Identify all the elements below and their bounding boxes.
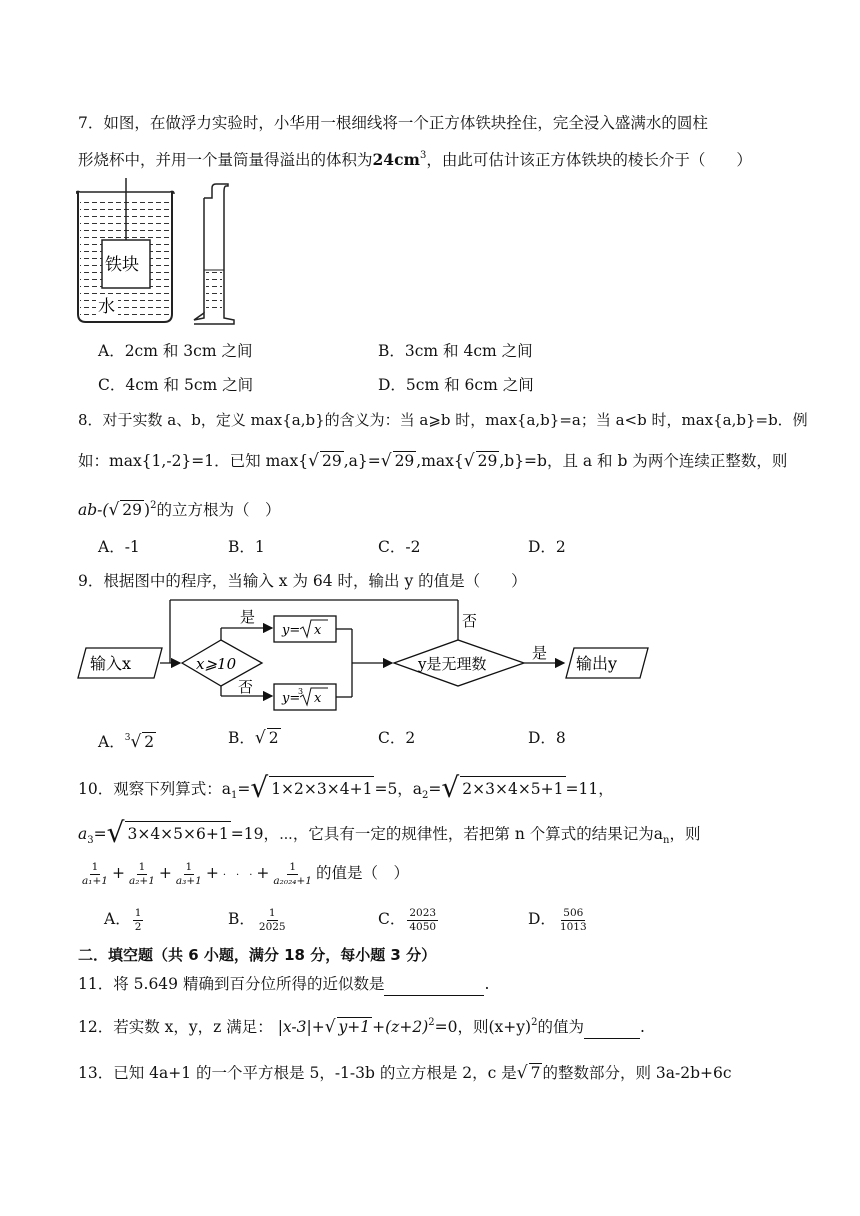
q9-no2-label: 否: [462, 612, 478, 630]
q9-box-sqrt-var: x: [314, 623, 322, 638]
q10-line-1: 10．观察下列算式：$a_1=√$ 1×2×3×4+1 =5，$a_2=√$ 2×3×4×5+1 =11，: [78, 771, 614, 804]
q10-radicand-1: 1×2×3×4+1: [269, 776, 374, 801]
q10-sub-n: n: [662, 835, 670, 846]
q9-input-label: 输入x: [90, 654, 132, 673]
q7-line-1: 7．如图，在做浮力实验时，小华用一根细线将一个正方体铁块拴住，完全浸入盛满水的圆柱: [78, 114, 708, 132]
q13-line: 13．已知 4a+1 的一个平方根是 5，-1-3b 的立方根是 2，c 是√ 7 的整数部分，则 3a-2b+6c: [78, 1063, 732, 1083]
q10-tail: 的值是（ ）: [315, 864, 409, 882]
q12-radicand: y+1: [338, 1018, 371, 1036]
q10-radicand-3: 3×4×5×6+1: [125, 821, 230, 846]
q9-box-cbrt-label: y=: [282, 691, 301, 706]
q9-yes1-label: 是: [240, 608, 256, 626]
q9-option-a-index: 3: [124, 733, 131, 743]
q12-answer-blank[interactable]: [584, 1016, 640, 1039]
q7-volume-sup: 3: [419, 150, 427, 161]
q8-sqrt-29-d: 29: [122, 501, 143, 519]
q10-frac-3: $\frac{1}{\text{a₃+1}}$: [175, 860, 202, 887]
q9-option-a-label: A．: [98, 733, 125, 751]
q10-line-3: $\frac{1}{\text{a₁+1}}$ + $\frac{1}{\text{a₂+1}}$ + $\frac{1}{\text{a₃+1}}$ + · · · + $\frac{1}{\text{a₂₀₂₄+1}}$ 的值是（ ）: [82, 860, 409, 887]
q7-option-a[interactable]: A．2cm 和 3cm 之间: [98, 342, 253, 360]
q10-sub-1: 1: [230, 790, 238, 801]
q8-line-1: 8．对于实数 a、b，定义 max{a,b}的含义为：当 a⩾b 时，max{a,b}=a；当 a<b 时，max{a,b}=b．例: [78, 411, 808, 429]
q10-res-2: =11，: [565, 780, 614, 798]
q8-expr-b: ): [144, 501, 151, 519]
q8-option-b[interactable]: B．1: [228, 538, 265, 556]
q8-text-b: ,a}=: [343, 452, 381, 470]
q13-text-b: 的整数部分，则 3a-2b+6c: [542, 1064, 732, 1082]
q12-sup-2: 2: [531, 1017, 538, 1028]
q7-option-c[interactable]: C．4cm 和 5cm 之间: [98, 376, 254, 394]
q7-option-b[interactable]: B．3cm 和 4cm 之间: [378, 342, 533, 360]
q9-option-b[interactable]: B．√ 2: [228, 728, 279, 748]
q9-box-cbrt-var: x: [314, 691, 322, 706]
q9-box-sqrt-label: y=: [282, 623, 301, 638]
q8-text-a: 如：max{1,-2}=1．已知 max{: [78, 452, 309, 470]
q7-fig-block-label: 铁块: [105, 255, 139, 275]
q11-line: [78, 973, 489, 996]
q10-text-c: ，则: [669, 825, 701, 843]
q7-volume: 24cm: [372, 150, 420, 169]
q8-text-c: ,max{: [416, 452, 464, 470]
q10-option-a[interactable]: A． $\frac{1}{2}$: [104, 906, 142, 933]
q9-option-c[interactable]: C．2: [378, 729, 416, 747]
section-2-heading: 二．填空题（共 6 小题，满分 18 分，每小题 3 分）: [78, 946, 437, 964]
q11-text: 11．将 5.649 精确到百分位所得的近似数是: [78, 975, 385, 993]
q12-end: .: [639, 1018, 645, 1036]
q10-option-b[interactable]: B． $\frac{1}{2025}$: [228, 906, 286, 933]
q9-box-cbrt-index: 3: [298, 687, 304, 696]
q8-expr-sup: 2: [150, 500, 157, 511]
q10-frac-4: $\frac{1}{\text{a₂₀₂₄+1}}$: [273, 860, 312, 887]
q10-sub-3: 3: [87, 835, 94, 846]
q9-cond2-label: y是无理数: [418, 655, 487, 673]
q9-line-1: 9．根据图中的程序，当输入 x 为 64 时，输出 y 的值是（ ）: [78, 572, 527, 590]
q8-sqrt-29-c: 29: [477, 452, 498, 470]
q8-sqrt-29-b: 29: [394, 452, 415, 470]
q11-end: .: [484, 975, 490, 993]
q11-answer-blank[interactable]: [384, 973, 484, 996]
q8-line-3: ab-(√ 29 )$^2$的立方根为（ ）: [78, 500, 281, 520]
q10-frac-2: $\frac{1}{\text{a₂+1}}$: [128, 860, 155, 887]
q9-cond1-label: x⩾10: [196, 655, 237, 673]
q12-text-e: 的值为: [537, 1018, 584, 1036]
q8-option-d[interactable]: D．2: [528, 538, 566, 556]
q10-option-c[interactable]: C． $\frac{2023}{4050}$: [378, 906, 437, 933]
q8-sqrt-29-a: 29: [321, 452, 342, 470]
q7-beaker-figure: [76, 178, 246, 328]
q9-option-a-radicand: 2: [144, 733, 155, 751]
q9-output-label: 输出y: [576, 654, 618, 673]
q7-option-d[interactable]: D．5cm 和 6cm 之间: [378, 376, 534, 394]
q10-text-a3: a: [78, 825, 88, 843]
q7-line-2: [78, 145, 752, 171]
q7-fig-water-label: 水: [98, 297, 115, 317]
q8-option-c[interactable]: C．-2: [378, 538, 421, 556]
q9-option-b-radicand: 2: [268, 729, 279, 747]
q10-sub-2: 2: [422, 790, 429, 801]
q12-text-a: 12．若实数 x，y，z 满足：: [78, 1018, 273, 1036]
q12-sup-1: 2: [428, 1017, 435, 1028]
q10-line-2: $a_3=√$ 3×4×5×6+1 =19，⋯，它具有一定的规律性，若把第 n 个算式的结果记为$a_n$，则: [78, 816, 701, 849]
q9-no1-label: 否: [238, 678, 254, 696]
q8-expr-a: ab-(: [78, 501, 109, 519]
q12-expr-b: |x-3|+: [277, 1018, 325, 1036]
q9-yes2-label: 是: [532, 644, 548, 662]
q12-line: 12．若实数 x，y，z 满足： |x-3|+√ $y+1 +(z+2)^2=0$，则$(x+y)^2$的值为 .: [78, 1017, 645, 1037]
q10-radicand-2: 2×3×4×5+1: [460, 776, 565, 801]
q12-expr-d: =0，则(x+y): [434, 1018, 532, 1036]
q9-option-a[interactable]: A．$^3$√ 2: [98, 732, 155, 752]
q8-text-d: ,b}=b，且 a 和 b 为两个连续正整数，则: [499, 452, 788, 470]
q10-text-a: 10．观察下列算式：a: [78, 780, 231, 798]
q7-text-b: ，由此可估计该正方体铁块的棱长介于（ ）: [426, 151, 752, 169]
q13-radicand: 7: [530, 1064, 541, 1082]
q12-expr-c: +(z+2): [372, 1018, 429, 1036]
q8-line-2: 如：max{1,-2}=1．已知 max{√ 29 ,a}=√ 29 ,max{√ 29 ,b}=b，且 a 和 b 为两个连续正整数，则: [78, 451, 788, 471]
q7-text-a: 形烧杯中，并用一个量筒量得溢出的体积为: [78, 151, 373, 169]
q10-frac-1: $\frac{1}{\text{a₁+1}}$: [82, 860, 108, 887]
q10-text-b: =19，⋯，它具有一定的规律性，若把第 n 个算式的结果记为a: [230, 825, 663, 843]
q9-option-b-label: B．: [228, 729, 255, 747]
q10-dots: · · ·: [222, 870, 253, 881]
q13-text-a: 13．已知 4a+1 的一个平方根是 5，-1-3b 的立方根是 2，c 是: [78, 1064, 517, 1082]
q8-expr-c: 的立方根为（ ）: [156, 501, 281, 519]
q8-option-a[interactable]: A．-1: [98, 538, 140, 556]
q9-option-d[interactable]: D．8: [528, 729, 566, 747]
q10-option-d[interactable]: D． $\frac{506}{1013}$: [528, 906, 587, 933]
q9-flowchart: [76, 596, 656, 720]
q10-res-1: =5，a: [374, 780, 423, 798]
